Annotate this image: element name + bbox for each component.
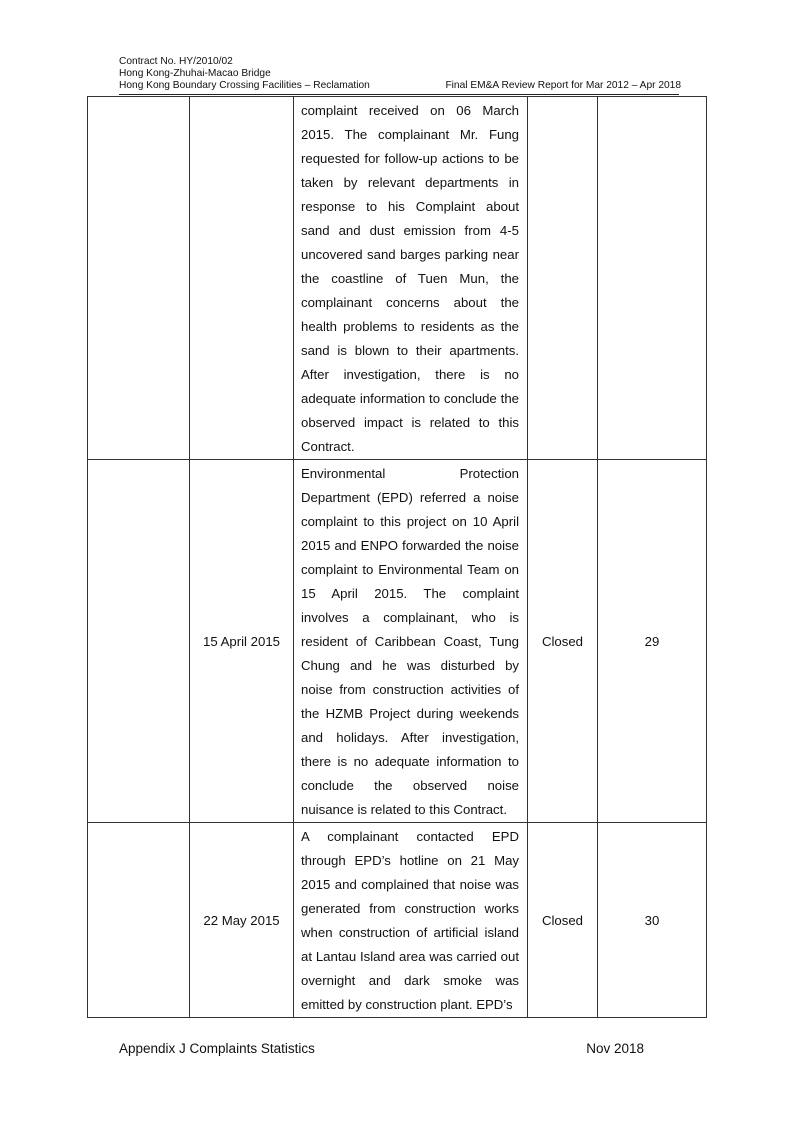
reference-cell xyxy=(598,97,707,460)
header-divider xyxy=(119,94,679,95)
description-text: Environmental Protection Department (EPD) referred a noise complaint to this project on 10 April 2015 and ENPO forwarded the noise complaint to Environmental Team on 15 April 2015. The complaint involves a complainant, who is resident of Caribbean Coast, Tung Chung and he was disturbed by noise from construction activities of the HZMB Project during weekends and holidays. After investigation, there is no adequate information to conclude the observed noise nuisance is related to this Contract. xyxy=(301,466,519,817)
complaints-table xyxy=(87,96,707,1018)
status-cell: Closed xyxy=(528,460,598,823)
reference-cell: 29 xyxy=(598,460,707,823)
report-title: Final EM&A Review Report for Mar 2012 – Apr 2018 xyxy=(445,80,681,91)
description-cell xyxy=(294,97,528,460)
description-cell xyxy=(294,460,528,823)
table-row xyxy=(88,823,707,1018)
blank-cell xyxy=(88,460,190,823)
date-cell: 22 May 2015 xyxy=(190,823,294,1018)
date-cell: 15 April 2015 xyxy=(190,460,294,823)
reference-cell: 30 xyxy=(598,823,707,1018)
facility-name: Hong Kong Boundary Crossing Facilities – Reclamation xyxy=(119,80,370,91)
project-name: Hong Kong-Zhuhai-Macao Bridge xyxy=(119,68,271,79)
table-row xyxy=(88,97,707,460)
date-cell xyxy=(190,97,294,460)
page-footer xyxy=(119,1041,644,1056)
status-cell: Closed xyxy=(528,823,598,1018)
table-row xyxy=(88,460,707,823)
footer-date: Nov 2018 xyxy=(586,1041,644,1056)
contract-number: Contract No. HY/2010/02 xyxy=(119,56,233,67)
appendix-label: Appendix J Complaints Statistics xyxy=(119,1041,315,1056)
page-header xyxy=(119,56,681,92)
header-row xyxy=(119,80,681,92)
description-cell xyxy=(294,823,528,1018)
description-text: complaint received on 06 March 2015. The complainant Mr. Fung requested for follow-up actions to be taken by relevant departments in response to his Complaint about sand and dust emission from 4-5 uncovered sand barges parking near the coastline of Tuen Mun, the complainant concerns about the health problems to residents as the sand is blown to their apartments. After investigation, there is no adequate information to conclude the observed impact is related to this Contract. xyxy=(301,103,519,454)
description-text: A complainant contacted EPD through EPD’s hotline on 21 May 2015 and complained that noise was generated from construction works when construction of artificial island at Lantau Island area was carried out overnight and dark smoke was emitted by construction plant. EPD’s xyxy=(301,829,519,1012)
status-cell xyxy=(528,97,598,460)
blank-cell xyxy=(88,97,190,460)
blank-cell xyxy=(88,823,190,1018)
